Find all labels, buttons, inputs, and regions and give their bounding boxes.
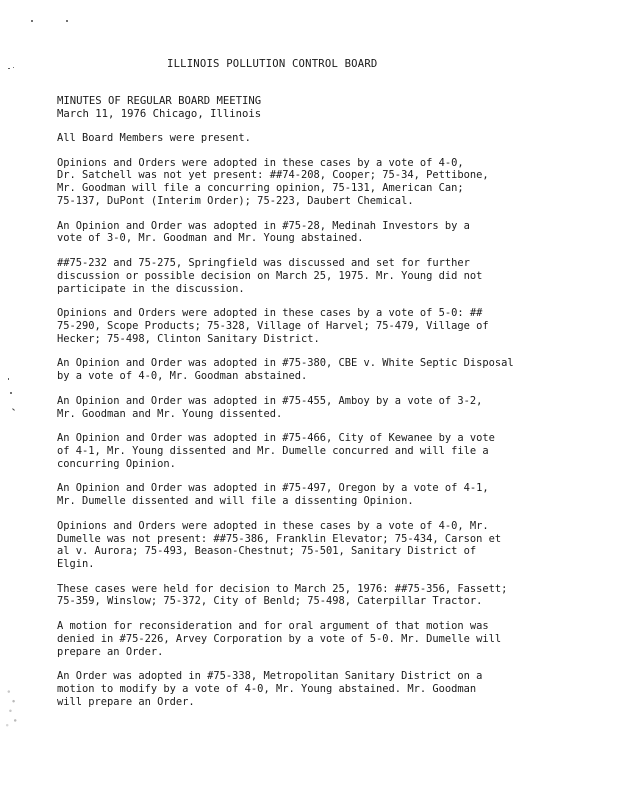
minutes-paragraph: An Opinion and Order was adopted in #75-380, CBE v. White Septic Disposal by a vote of 4-0, Mr. Goodman abstained. <box>57 357 514 383</box>
scan-speck <box>10 392 12 394</box>
scan-speck <box>8 68 10 69</box>
minutes-paragraph: All Board Members were present. <box>57 132 251 144</box>
meeting-title: MINUTES OF REGULAR BOARD MEETING <box>57 95 262 107</box>
scan-speck <box>66 20 68 22</box>
scan-smudge <box>4 682 20 730</box>
board-title: ILLINOIS POLLUTION CONTROL BOARD <box>167 58 378 70</box>
minutes-paragraph: An Opinion and Order was adopted in #75-497, Oregon by a vote of 4-1, Mr. Dumelle dissented and will file a dissenting Opinion. <box>57 482 489 508</box>
minutes-paragraph: An Order was adopted in #75-338, Metropolitan Sanitary District on a motion to modify by a vote of 4-0, Mr. Young abstained. Mr. Goodman will prepare an Order. <box>57 670 483 708</box>
scan-speck <box>13 67 14 68</box>
minutes-paragraph: Opinions and Orders were adopted in these cases by a vote of 5-0: ## 75-290, Scope Products; 75-328, Village of Harvel; 75-479, Village of Hecker; 75-498, Clinton Sanitary District. <box>57 307 489 345</box>
minutes-paragraph: ##75-232 and 75-275, Springfield was discussed and set for further discussion or possible decision on March 25, 1975. Mr. Young did not participate in the discussion. <box>57 256 483 295</box>
scan-speck <box>12 408 15 411</box>
scan-speck <box>31 20 33 22</box>
minutes-paragraph: Opinions and Orders were adopted in these cases by a vote of 4-0, Dr. Satchell was not yet present: ##74-208, Cooper; 75-34, Pettibone, Mr. Goodman will file a concurring opinion, 75-131, American Can; 75-137, DuPont (Interim Order); 75-223, Daubert Chemical. <box>57 156 489 207</box>
minutes-paragraph: An Opinion and Order was adopted in #75-28, Medinah Investors by a vote of 3-0, Mr. Goodman and Mr. Young abstained. <box>57 219 470 245</box>
minutes-paragraph: These cases were held for decision to March 25, 1976: ##75-356, Fassett; 75-359, Winslow; 75-372, City of Benld; 75-498, Caterpillar Tractor. <box>57 582 508 608</box>
minutes-body <box>57 132 587 720</box>
scan-speck <box>8 378 9 380</box>
minutes-paragraph: Opinions and Orders were adopted in these cases by a vote of 4-0, Mr. Dumelle was not present: ##75-386, Franklin Elevator; 75-434, Carson et al v. Aurora; 75-493, Beason-Chestnut; 75-501, Sanitary District of Elgin. <box>57 519 502 571</box>
minutes-paragraph: An Opinion and Order was adopted in #75-455, Amboy by a vote of 3-2, Mr. Goodman and Mr. Young dissented. <box>57 394 483 420</box>
minutes-paragraph: An Opinion and Order was adopted in #75-466, City of Kewanee by a vote of 4-1, Mr. Young dissented and Mr. Dumelle concurred and will file a concurring Opinion. <box>57 432 495 470</box>
minutes-heading <box>57 95 261 121</box>
meeting-date-location: March 11, 1976 Chicago, Illinois <box>57 108 262 120</box>
minutes-paragraph: A motion for reconsideration and for oral argument of that motion was denied in #75-226, Arvey Corporation by a vote of 5-0. Mr. Dumelle will prepare an Order. <box>57 620 502 658</box>
